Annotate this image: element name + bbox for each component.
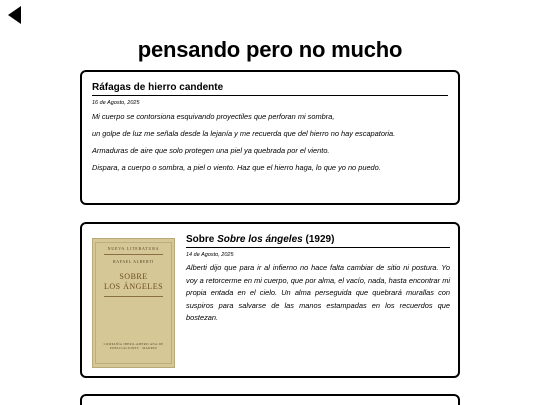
post-paragraph: Dispara, a cuerpo o sombra, a piel o viento. Haz que el hierro haga, lo que yo no puedo.: [92, 163, 381, 172]
post-title[interactable]: Ráfagas de hierro candente: [92, 82, 448, 96]
cover-title: SOBRE: [119, 272, 148, 281]
post-paragraph: un golpe de luz me señala desde la lejanía y me recuerda que del hierro no hay escapatoria.: [92, 129, 396, 138]
post-card[interactable]: [80, 222, 460, 378]
post-paragraph: Armaduras de aire que solo protegen una piel ya quebrada por el viento.: [92, 146, 330, 155]
back-button[interactable]: [8, 6, 22, 24]
post-card[interactable]: [80, 394, 460, 405]
cover-collection: NUEVA LITERATURA: [107, 246, 160, 251]
post-card[interactable]: [80, 70, 460, 205]
cover-author: RAFAEL ALBERTI: [113, 259, 154, 264]
site-title: pensando pero no mucho: [137, 37, 403, 62]
post-date: 14 de Agosto, 2025: [186, 252, 234, 258]
book-cover-image: [92, 238, 175, 368]
post-paragraph: Alberti dijo que para ir al infierno no hace falta cambiar de sitio ni postura. Yo voy a retorcerme en mi cuerpo, que por alma, el vacío, nada, hasta encontrar mi propia entada en el cielo. Un alma perseguida que quebrará murallas con suspiros para salvarse de las manos estampadas en los recuerdos que bostezan.: [186, 263, 450, 322]
post-title[interactable]: Sobre Sobre los ángeles (1929): [186, 234, 450, 248]
cover-title: LOS ÁNGELES: [103, 281, 164, 291]
back-arrow-icon: [8, 6, 22, 24]
post-paragraph: Mi cuerpo se contorsiona esquivando proyectiles que perforan mi sombra,: [92, 112, 335, 121]
cover-publisher: COMPAÑÍA IBERO-AMERICANA DE PUBLICACIONES · MADRID: [103, 342, 164, 350]
post-date: 16 de Agosto, 2025: [92, 100, 140, 106]
